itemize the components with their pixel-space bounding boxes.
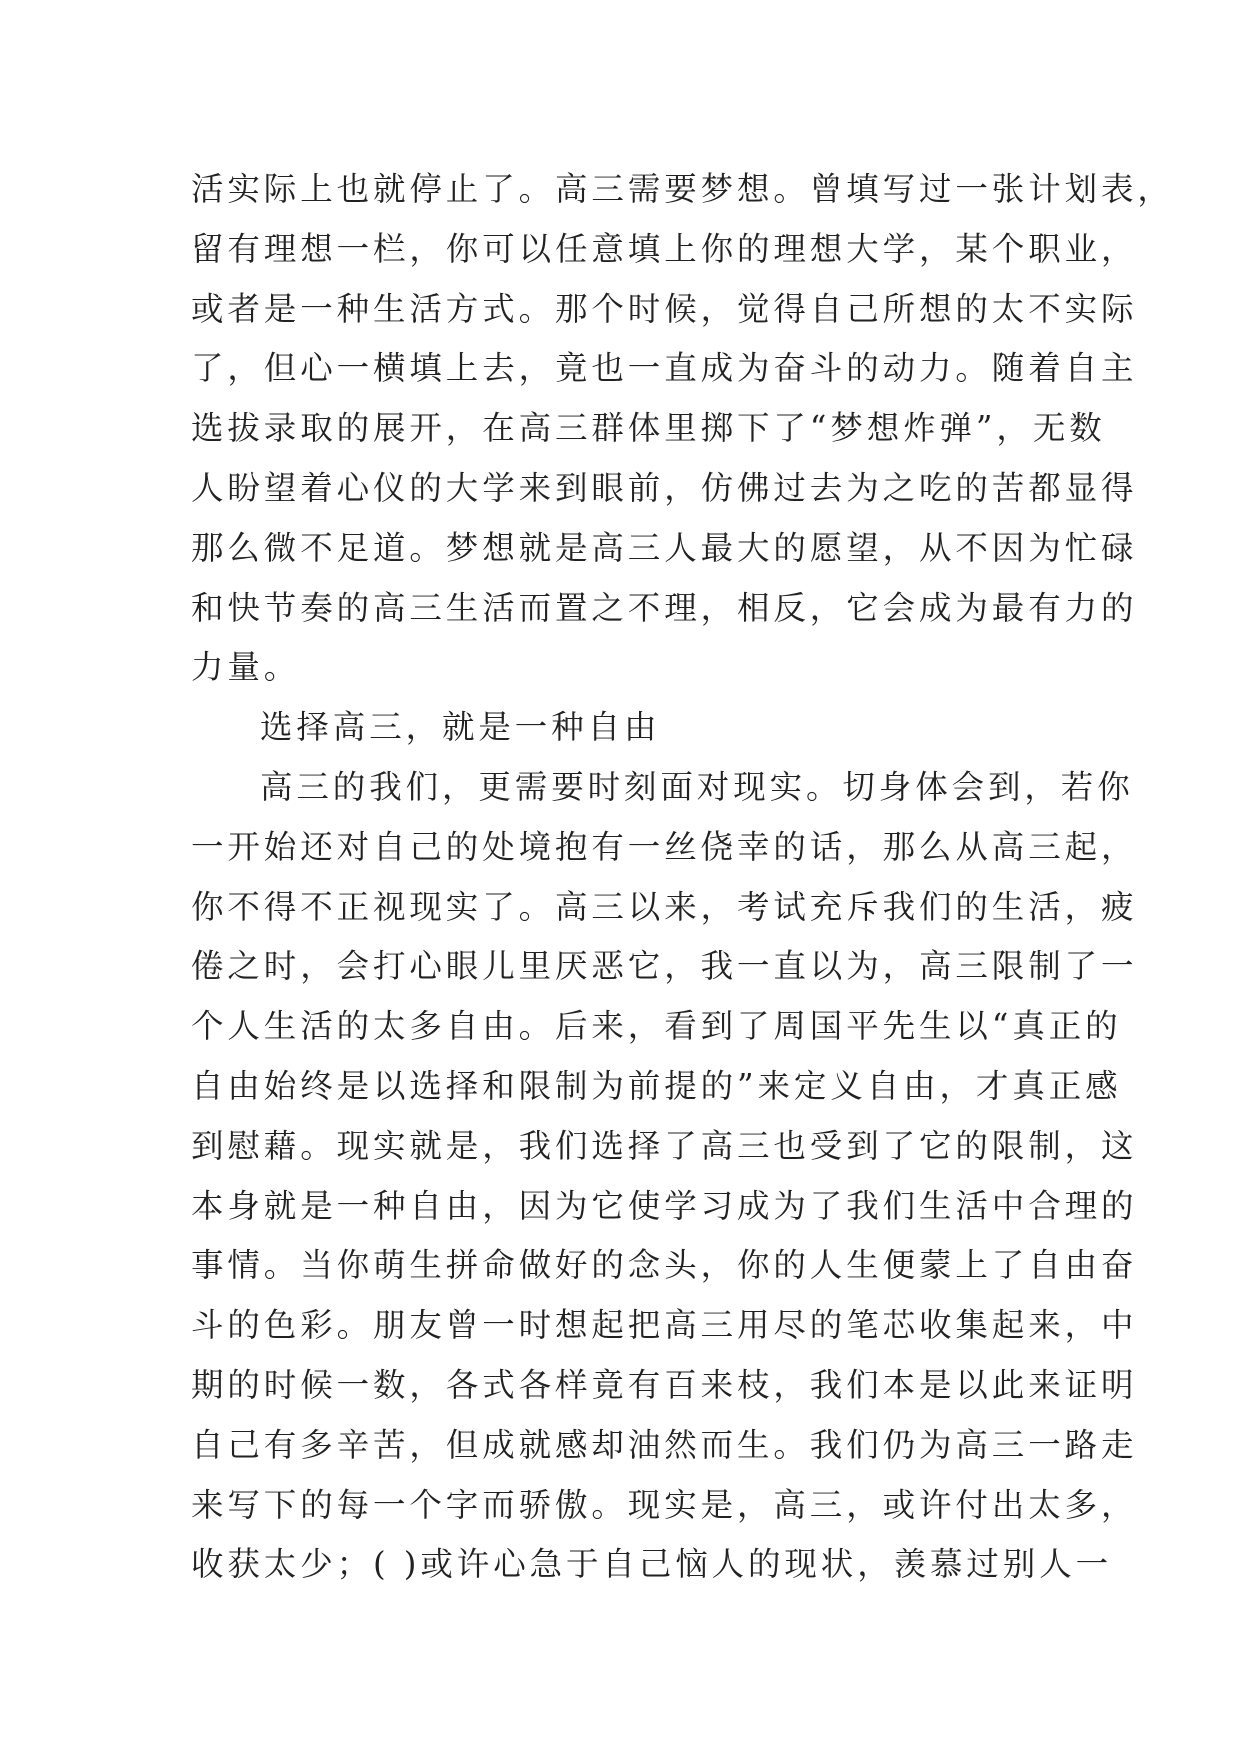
paragraph-start-line: 高三的我们，更需要时刻面对现实。切身体会到，若你 [260,767,1134,806]
text-line: 来写下的每一个字而骄傲。现实是，高三，或许付出太多， [191,1485,1138,1524]
text-line: 个人生活的太多自由。后来，看到了周国平先生以“真正的 [191,1007,1122,1046]
text-line: 那么微不足道。梦想就是高三人最大的愿望，从不因为忙碌 [191,528,1138,567]
text-line: 留有理想一栏，你可以任意填上你的理想大学，某个职业， [191,229,1138,268]
text-line: 斗的色彩。朋友曾一时想起把高三用尽的笔芯收集起来，中 [191,1306,1138,1345]
text-line: 倦之时，会打心眼儿里厌恶它，我一直以为，高三限制了一 [191,947,1138,986]
section-heading: 选择高三，就是一种自由 [260,708,661,747]
text-line: 自己有多辛苦，但成就感却油然而生。我们仍为高三一路走 [191,1425,1138,1464]
text-line: 选拔录取的展开，在高三群体里掷下了“梦想炸弹”，无数 [191,409,1106,448]
text-line: 本身就是一种自由，因为它使学习成为了我们生活中合理的 [191,1186,1138,1225]
text-line: 期的时候一数，各式各样竟有百来枝，我们本是以此来证明 [191,1365,1138,1404]
text-line: 或者是一种生活方式。那个时候，觉得自己所想的太不实际 [191,289,1138,328]
text-line: 和快节奏的高三生活而置之不理，相反，它会成为最有力的 [191,588,1138,627]
text-line: 收获太少；( )或许心急于自己恼人的现状，羡慕过别人一 [191,1545,1112,1584]
text-line: 一开始还对自己的处境抱有一丝侥幸的话，那么从高三起， [191,827,1138,866]
text-line: 人盼望着心仪的大学来到眼前，仿佛过去为之吃的苦都显得 [191,468,1138,507]
text-line: 你不得不正视现实了。高三以来，考试充斥我们的生活，疲 [191,887,1138,926]
text-line: 了，但心一横填上去，竟也一直成为奋斗的动力。随着自主 [191,349,1138,388]
text-line: 自由始终是以选择和限制为前提的”来定义自由，才真正感 [191,1066,1122,1105]
essay-body [191,160,1174,1595]
text-line: 力量。 [191,648,301,687]
text-line: 事情。当你萌生拼命做好的念头，你的人生便蒙上了自由奋 [191,1246,1138,1285]
text-line: 活实际上也就停止了。高三需要梦想。曾填写过一张计划表， [191,170,1174,208]
text-line: 到慰藉。现实就是，我们选择了高三也受到了它的限制，这 [191,1126,1138,1165]
